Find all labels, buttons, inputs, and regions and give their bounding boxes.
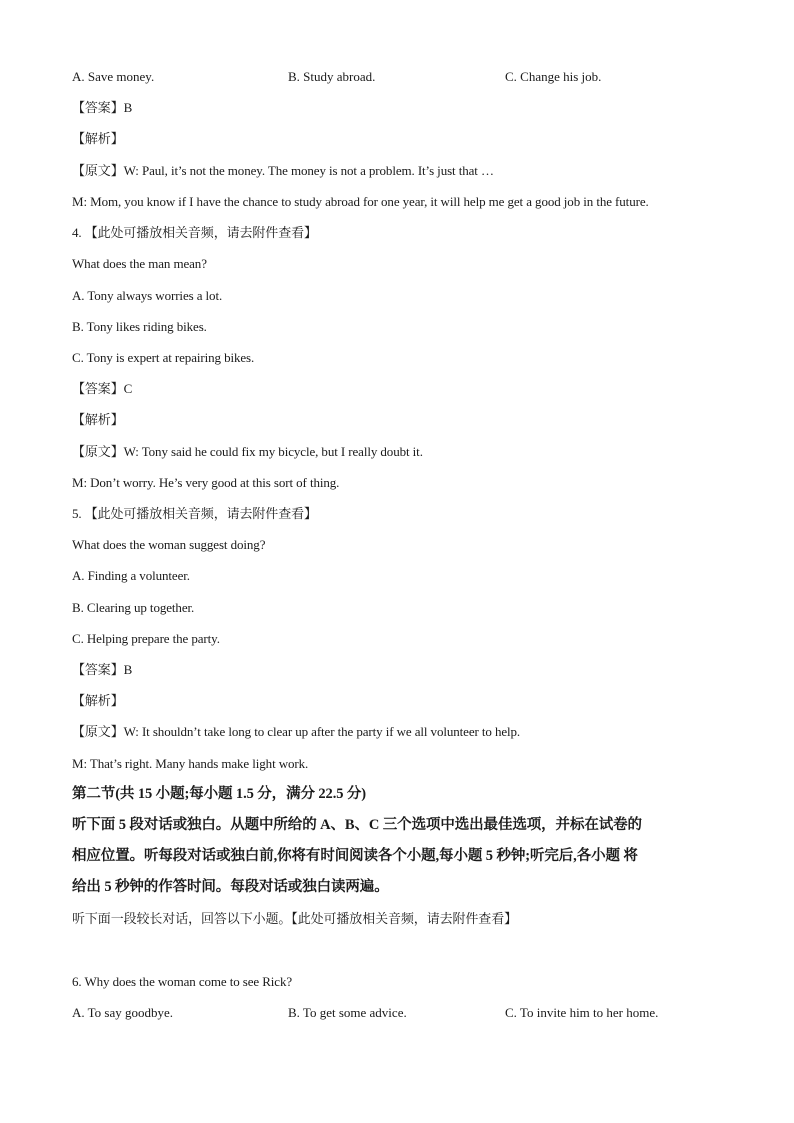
q5-option-a: A. Finding a volunteer. [72,568,190,583]
q6-option-b: B. To get some advice. [288,1005,407,1020]
q5-transcript-m: M: That’s right. Many hands make light work. [72,756,309,771]
section2-title: 第二节(共 15 小题;每小题 1.5 分，满分 22.5 分) [72,786,367,802]
q3-transcript-m: M: Mom, you know if I have the chance to study abroad for one year, it will help me get a good job in the future. [72,194,649,209]
q3-option-a: A. Save money. [72,69,155,84]
q4-question: What does the man mean? [72,256,207,271]
q3-option-b: B. Study abroad. [288,69,376,84]
section2-instruction-line1: 听下面 5 段对话或独白。从题中所给的 A、B、C 三个选项中选出最佳选项，并标在试卷的 [72,817,642,833]
q4-transcript-w: 【原文】W: Tony said he could fix my bicycle, but I really doubt it. [72,444,423,459]
section2-instruction-line3: 给出 5 秒钟的作答时间。每段对话或独白读两遍。 [72,879,389,895]
q3-option-c: C. Change his job. [505,69,602,84]
q3-transcript-w: 【原文】W: Paul, it’s not the money. The money is not a problem. It’s just that … [72,163,494,178]
section2-intro: 听下面一段较长对话，回答以下小题。【此处可播放相关音频，请去附件查看】 [72,911,518,926]
q4-heading: 4. 【此处可播放相关音频，请去附件查看】 [72,225,317,240]
q4-transcript-m: M: Don’t worry. He’s very good at this sort of thing. [72,475,340,490]
q3-analysis: 【解析】 [72,131,124,146]
q4-answer: 【答案】C [72,381,133,396]
q5-answer: 【答案】B [72,662,133,677]
q5-question: What does the woman suggest doing? [72,537,266,552]
q6-question: 6. Why does the woman come to see Rick? [72,974,293,989]
q5-transcript-w: 【原文】W: It shouldn’t take long to clear up after the party if we all volunteer to help. [72,724,521,739]
q4-option-b: B. Tony likes riding bikes. [72,319,207,334]
q6-option-a: A. To say goodbye. [72,1005,174,1020]
q4-analysis: 【解析】 [72,412,124,427]
q5-option-b: B. Clearing up together. [72,600,195,615]
q6-option-c: C. To invite him to her home. [505,1005,659,1020]
q4-option-c: C. Tony is expert at repairing bikes. [72,350,255,365]
q4-option-a: A. Tony always worries a lot. [72,288,223,303]
q5-heading: 5. 【此处可播放相关音频，请去附件查看】 [72,506,317,521]
q5-option-c: C. Helping prepare the party. [72,631,220,646]
q3-answer: 【答案】B [72,100,133,115]
section2-instruction-line2: 相应位置。听每段对话或独白前,你将有时间阅读各个小题,每小题 5 秒钟;听完后,各小题 将 [72,848,638,864]
q5-analysis: 【解析】 [72,693,124,708]
